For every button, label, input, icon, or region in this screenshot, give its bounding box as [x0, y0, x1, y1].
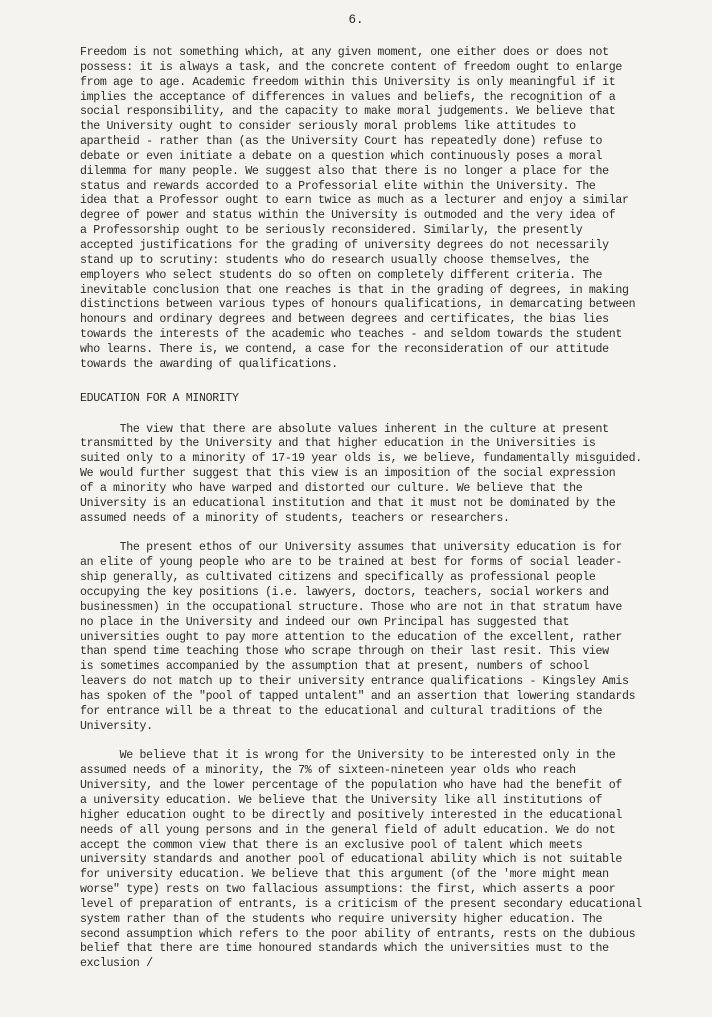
text-line: assumed needs of a minority, the 7% of sixteen-nineteen year olds who reach	[80, 764, 576, 778]
text-line: the University ought to consider seriously moral problems like attitudes to	[80, 120, 576, 134]
text-line: second assumption which refers to the poor ability of entrants, rests on the dubious	[80, 927, 636, 941]
text-line: towards the awarding of qualifications.	[80, 357, 338, 371]
paragraph-present-ethos	[80, 541, 685, 734]
text-line: suited only to a minority of 17-19 year olds is, we believe, fundamentally misguided.	[80, 452, 642, 466]
text-line: no place in the University and indeed our own Principal has suggested that	[80, 615, 570, 629]
text-line: for university education. We believe that this argument (of the 'more might mean	[80, 868, 609, 882]
text-line: possess: it is always a task, and the concrete content of freedom ought to enlarge	[80, 60, 622, 74]
text-line: has spoken of the "pool of tapped untalent" and an assertion that lowering standards	[80, 689, 636, 703]
paragraph-minority-needs	[80, 749, 685, 972]
text-line: higher education ought to be directly and positively interested in the educational	[80, 808, 622, 822]
text-line: stand up to scrutiny: students who do research usually choose themselves, the	[80, 253, 589, 267]
text-line: implies the acceptance of differences in values and beliefs, the recognition of a	[80, 90, 616, 104]
text-line: businessmen) in the occupational structure. Those who are not in that stratum have	[80, 600, 622, 614]
section-heading: EDUCATION FOR A MINORITY	[80, 391, 239, 405]
text-line: distinctions between various types of honours qualifications, in demarcating between	[80, 298, 636, 312]
text-line: University.	[80, 719, 153, 733]
text-line: assumed needs of a minority of students, teachers or researchers.	[80, 511, 510, 525]
page-number: 6.	[348, 13, 364, 27]
text-line: an elite of young people who are to be trained at best for forms of social leader-	[80, 556, 622, 570]
text-line: We believe that it is wrong for the University to be interested only in the	[80, 749, 616, 763]
text-line: a Professorship ought to be seriously reconsidered. Similarly, the presently	[80, 224, 583, 238]
text-line: universities ought to pay more attention to the education of the excellent, rather	[80, 630, 622, 644]
text-line: inevitable conclusion that one reaches is that in the grading of degrees, in making	[80, 283, 629, 297]
text-line: Freedom is not something which, at any given moment, one either does or does not	[80, 46, 609, 59]
text-line: The present ethos of our University assumes that university education is for	[80, 541, 622, 555]
text-line: a university education. We believe that the University like all institutions of	[80, 793, 603, 807]
text-line: debate or even initiate a debate on a question which continuously poses a moral	[80, 149, 603, 163]
text-line: needs of all young persons and in the general field of adult education. We do not	[80, 823, 616, 837]
text-line: employers who select students do so often on completely different criteria. The	[80, 268, 603, 282]
text-line: level of preparation of entrants, is a criticism of the present secondary educational	[80, 897, 642, 911]
text-line: accept the common view that there is an exclusive pool of talent which meets	[80, 838, 583, 852]
document-body	[80, 46, 685, 972]
text-line: towards the interests of the academic who teaches - and seldom towards the student	[80, 328, 622, 342]
text-line: than spend time teaching those who scrape through on their last resit. This view	[80, 645, 609, 659]
text-line: We would further suggest that this view is an imposition of the social expression	[80, 467, 616, 481]
text-line: belief that there are time honoured standards which the universities must to the	[80, 942, 609, 956]
text-line: transmitted by the University and that higher education in the Universities is	[80, 437, 596, 451]
text-line: University is an educational institution and that it must not be dominated by the	[80, 496, 616, 510]
text-line: dilemma for many people. We suggest also that there is no longer a place for the	[80, 164, 609, 178]
text-line: degree of power and status within the University is outmoded and the very idea of	[80, 209, 616, 223]
text-line: University, and the lower percentage of the population who have had the benefit of	[80, 779, 622, 793]
text-line: who learns. There is, we contend, a case for the reconsideration of our attitude	[80, 342, 609, 356]
paragraph-freedom	[80, 46, 685, 373]
text-line: idea that a Professor ought to earn twice as much as a lecturer and enjoy a similar	[80, 194, 629, 208]
text-line: worse" type) rests on two fallacious assumptions: the first, which asserts a poor	[80, 883, 616, 897]
text-line: leavers do not match up to their university entrance qualifications - Kingsley Amis	[80, 675, 629, 689]
text-line: social responsibility, and the capacity to make moral judgements. We believe that	[80, 105, 616, 119]
text-line: apartheid - rather than (as the University Court has repeatedly done) refuse to	[80, 135, 603, 149]
paragraph-absolute-values	[80, 423, 685, 527]
text-line: for entrance will be a threat to the educational and cultural traditions of the	[80, 704, 603, 718]
text-line: accepted justifications for the grading of university degrees do not necessarily	[80, 238, 609, 252]
text-line: system rather than of the students who require university higher education. The	[80, 912, 603, 926]
text-line: is sometimes accompanied by the assumption that at present, numbers of school	[80, 660, 589, 674]
text-line: from age to age. Academic freedom within this University is only meaningful if it	[80, 75, 616, 89]
text-line: of a minority who have warped and distorted our culture. We believe that the	[80, 481, 583, 495]
text-line: honours and ordinary degrees and between degrees and certificates, the bias lies	[80, 313, 609, 327]
text-line: status and rewards accorded to a Professorial elite within the University. The	[80, 179, 596, 193]
text-line: exclusion /	[80, 957, 153, 971]
text-line: ship generally, as cultivated citizens and specifically as professional people	[80, 571, 596, 585]
text-line: The view that there are absolute values inherent in the culture at present	[80, 422, 609, 436]
text-line: occupying the key positions (i.e. lawyers, doctors, teachers, social workers and	[80, 586, 609, 599]
text-line: university standards and another pool of educational ability which is not suitable	[80, 853, 622, 867]
